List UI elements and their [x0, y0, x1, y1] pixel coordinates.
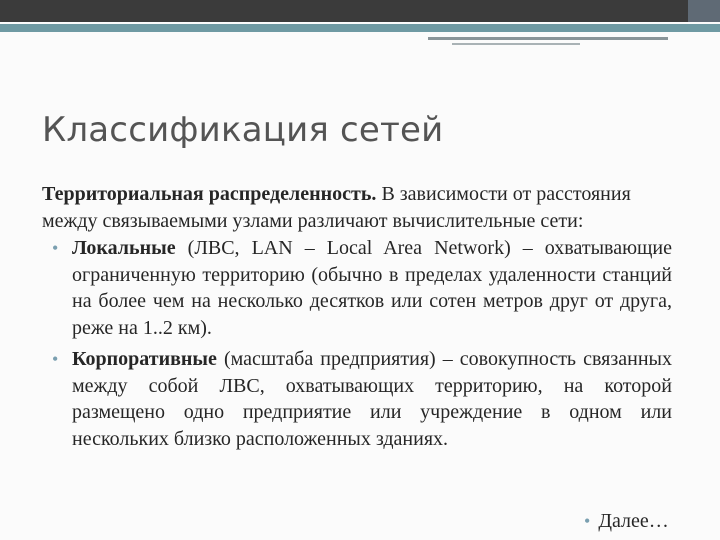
teal-decor-stripe [0, 24, 720, 32]
intro-bold-term: Территориальная распределенность. [42, 183, 377, 205]
bullet-term: Корпоративные [72, 348, 217, 370]
bullet-item-corporate [42, 346, 672, 452]
thin-decor-line-short [452, 43, 580, 45]
bullet-item-local [42, 235, 672, 341]
bullet-term: Локальные [72, 237, 176, 259]
bullet-icon: • [584, 511, 591, 531]
top-decor-accent [688, 0, 720, 22]
more-link[interactable] [584, 510, 669, 533]
top-decor-bar [0, 0, 720, 22]
bullet-text: (ЛВС, LAN – Local Area Network) – охватывающие ограниченную территорию (обычно в пределах удаленности станций на более чем на несколько десятков или сотен метров друг от друга, реже на 1..2 км). [72, 237, 672, 339]
intro-paragraph [42, 181, 672, 234]
slide-body [42, 181, 672, 452]
slide-title: Классификация сетей [42, 110, 444, 150]
thin-decor-line [428, 37, 668, 40]
bullet-icon: • [52, 349, 59, 369]
more-link-label: Далее… [598, 510, 669, 532]
bullet-icon: • [52, 238, 59, 258]
bullet-text: (масштаба предприятия) – совокупность связанных между собой ЛВС, охватывающих территорию, на которой размещено одно предприятие или учреждение в одном или нескольких близко расположенных зданиях. [72, 348, 672, 450]
intro-text: В зависимости от расстояния между связываемыми узлами различают вычислительные сети: [42, 183, 631, 232]
